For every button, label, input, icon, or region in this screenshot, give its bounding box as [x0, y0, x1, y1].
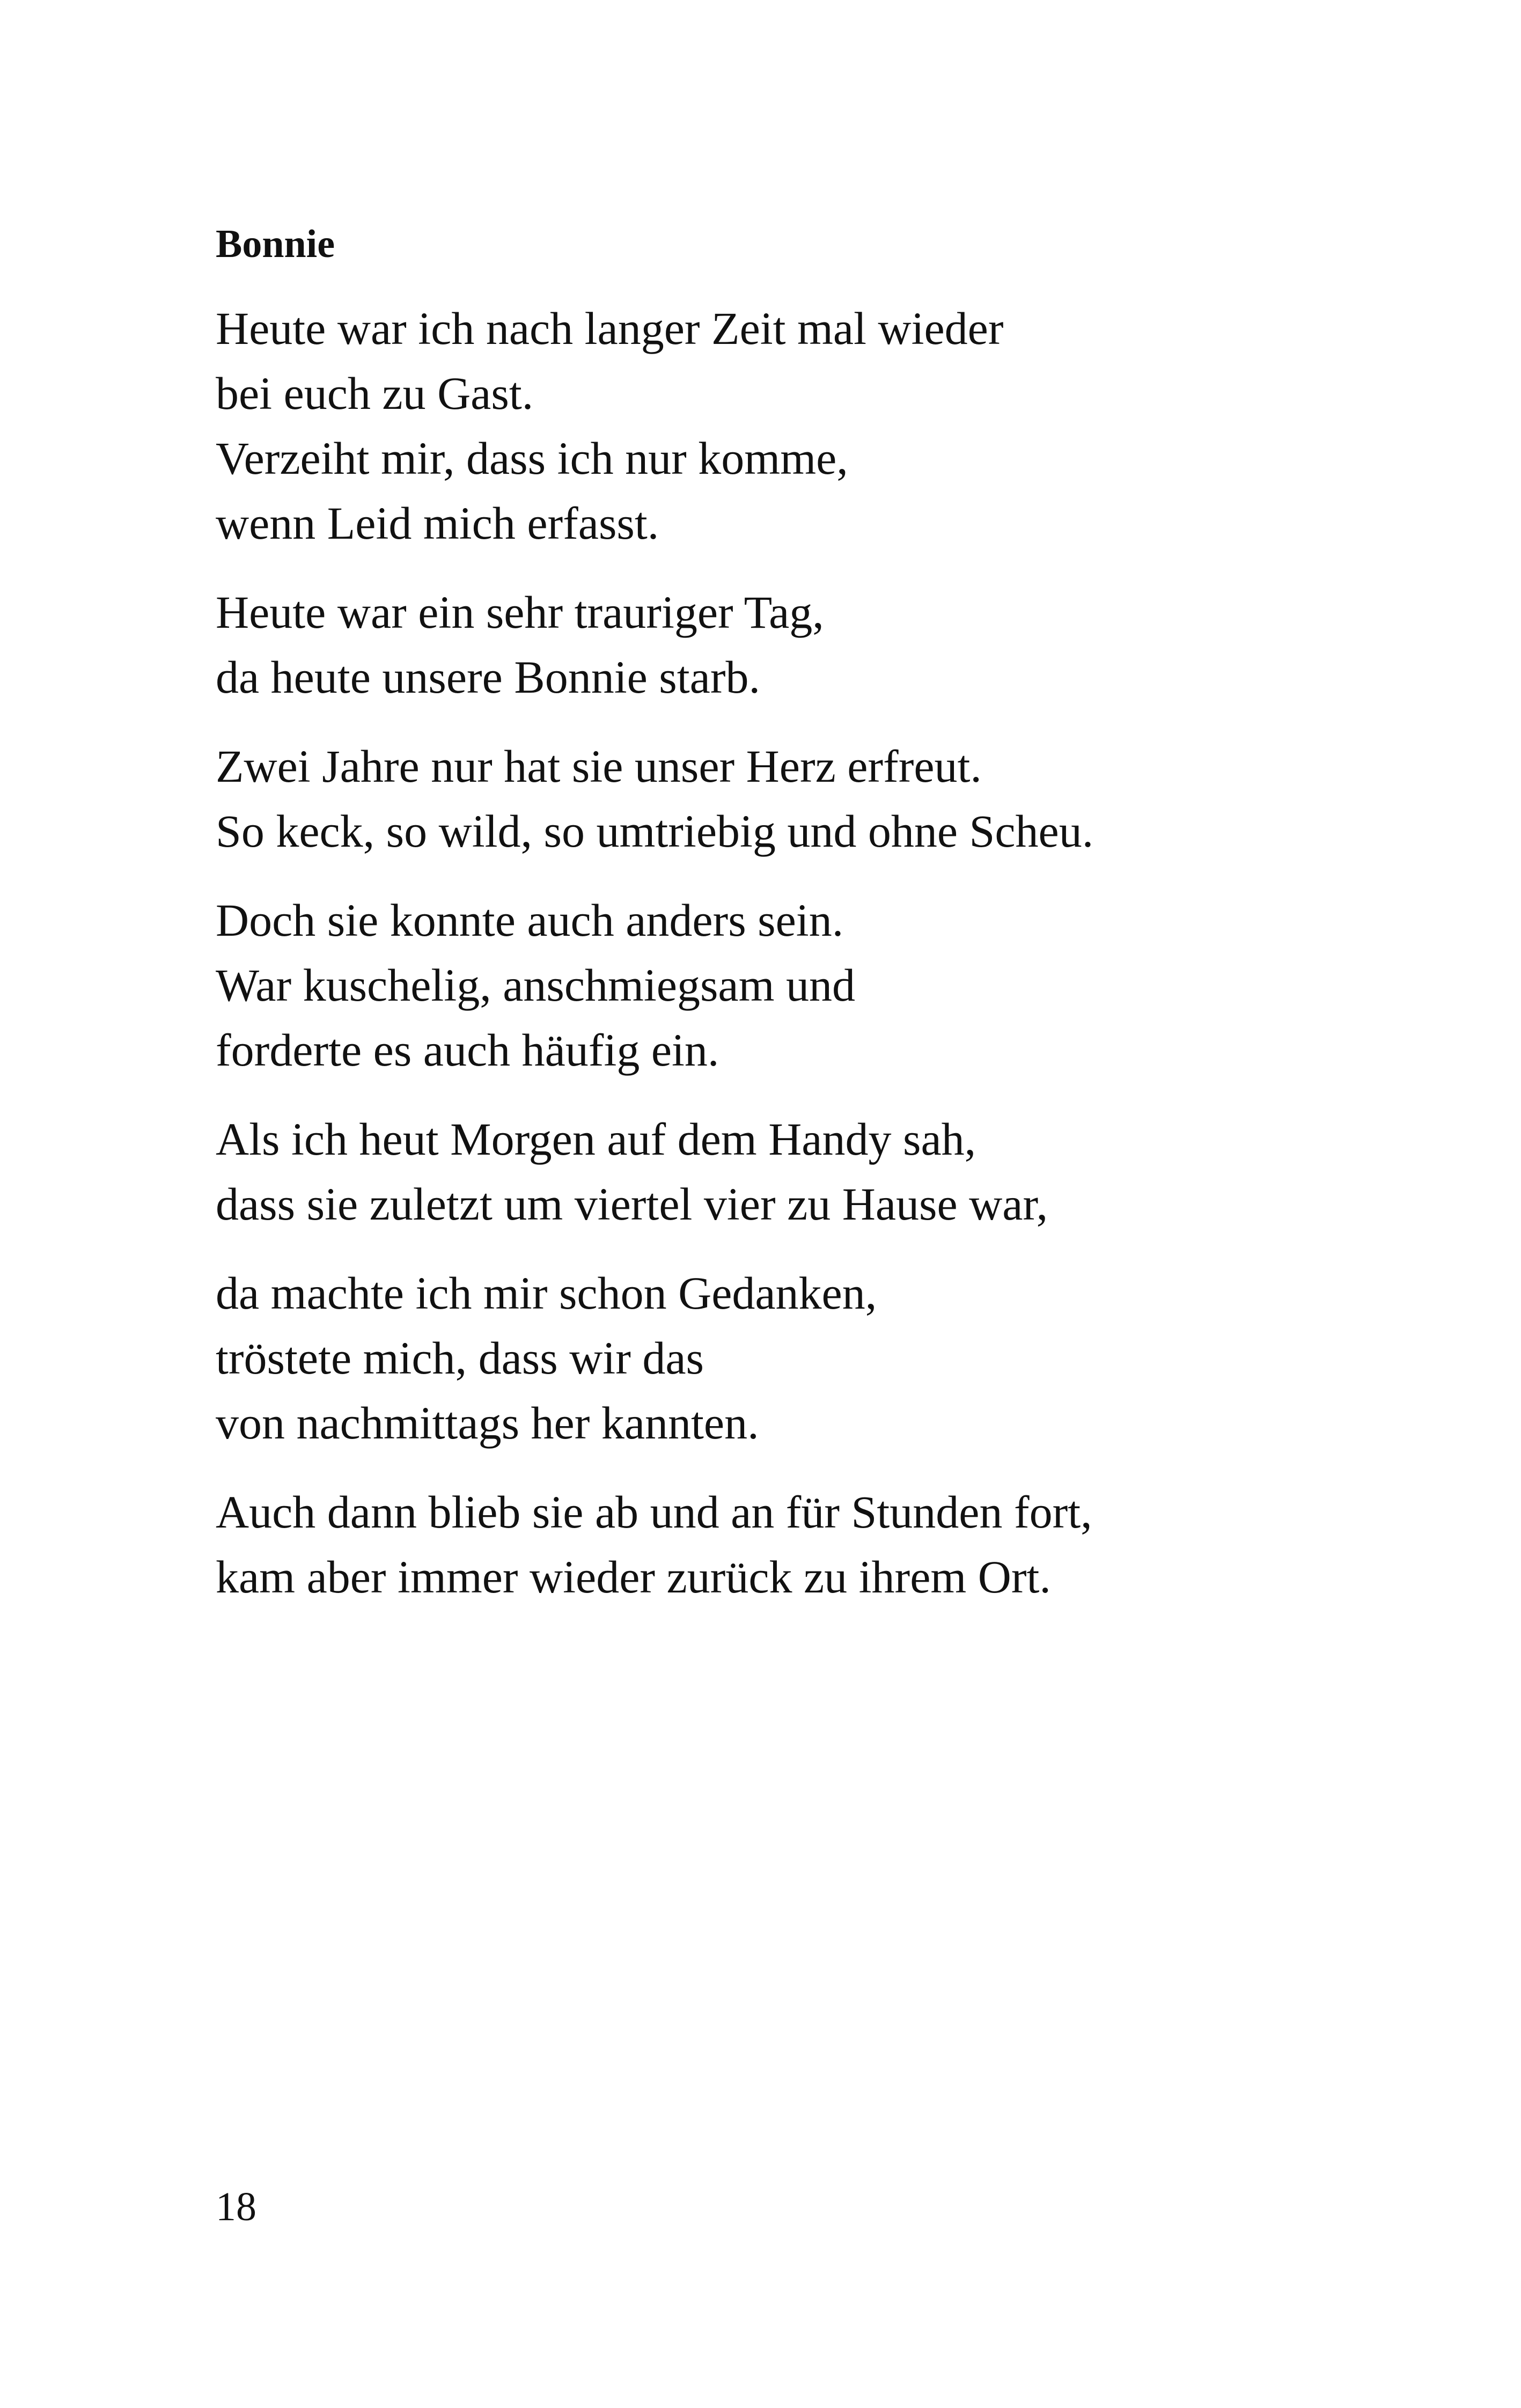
stanza — [216, 296, 1342, 556]
poem-title: Bonnie — [216, 222, 335, 266]
poem-line: wenn Leid mich erfasst. — [216, 497, 659, 549]
poem-line: Auch dann blieb sie ab und an für Stunden fort, — [216, 1486, 1092, 1538]
stanza — [216, 580, 1342, 710]
stanza — [216, 734, 1342, 864]
page-number: 18 — [216, 2184, 256, 2229]
poem-line: Als ich heut Morgen auf dem Handy sah, — [216, 1113, 976, 1165]
poem-line: kam aber immer wieder zurück zu ihrem Ort. — [216, 1551, 1051, 1603]
stanza — [216, 1107, 1342, 1237]
poem-line: da machte ich mir schon Gedanken, — [216, 1267, 877, 1319]
poem-line: Doch sie konnte auch anders sein. — [216, 894, 844, 946]
stanza — [216, 1261, 1342, 1456]
poem-line: Verzeiht mir, dass ich nur komme, — [216, 432, 848, 484]
stanza — [216, 1480, 1342, 1610]
stanza — [216, 888, 1342, 1083]
poem — [216, 212, 1342, 1634]
poem-line: tröstete mich, dass wir das — [216, 1332, 704, 1384]
poem-line: da heute unsere Bonnie starb. — [216, 651, 760, 703]
poem-line: War kuschelig, anschmiegsam und — [216, 959, 855, 1011]
poem-line: Heute war ein sehr trauriger Tag, — [216, 586, 824, 638]
poem-line: bei euch zu Gast. — [216, 368, 534, 419]
poem-line: dass sie zuletzt um viertel vier zu Hause war, — [216, 1178, 1048, 1230]
poem-line: Heute war ich nach langer Zeit mal wieder — [216, 303, 1004, 354]
poem-line: forderte es auch häufig ein. — [216, 1024, 719, 1076]
poem-line: von nachmittags her kannten. — [216, 1397, 759, 1449]
poem-line: So keck, so wild, so umtriebig und ohne Scheu. — [216, 805, 1094, 857]
poem-line: Zwei Jahre nur hat sie unser Herz erfreut. — [216, 740, 982, 792]
